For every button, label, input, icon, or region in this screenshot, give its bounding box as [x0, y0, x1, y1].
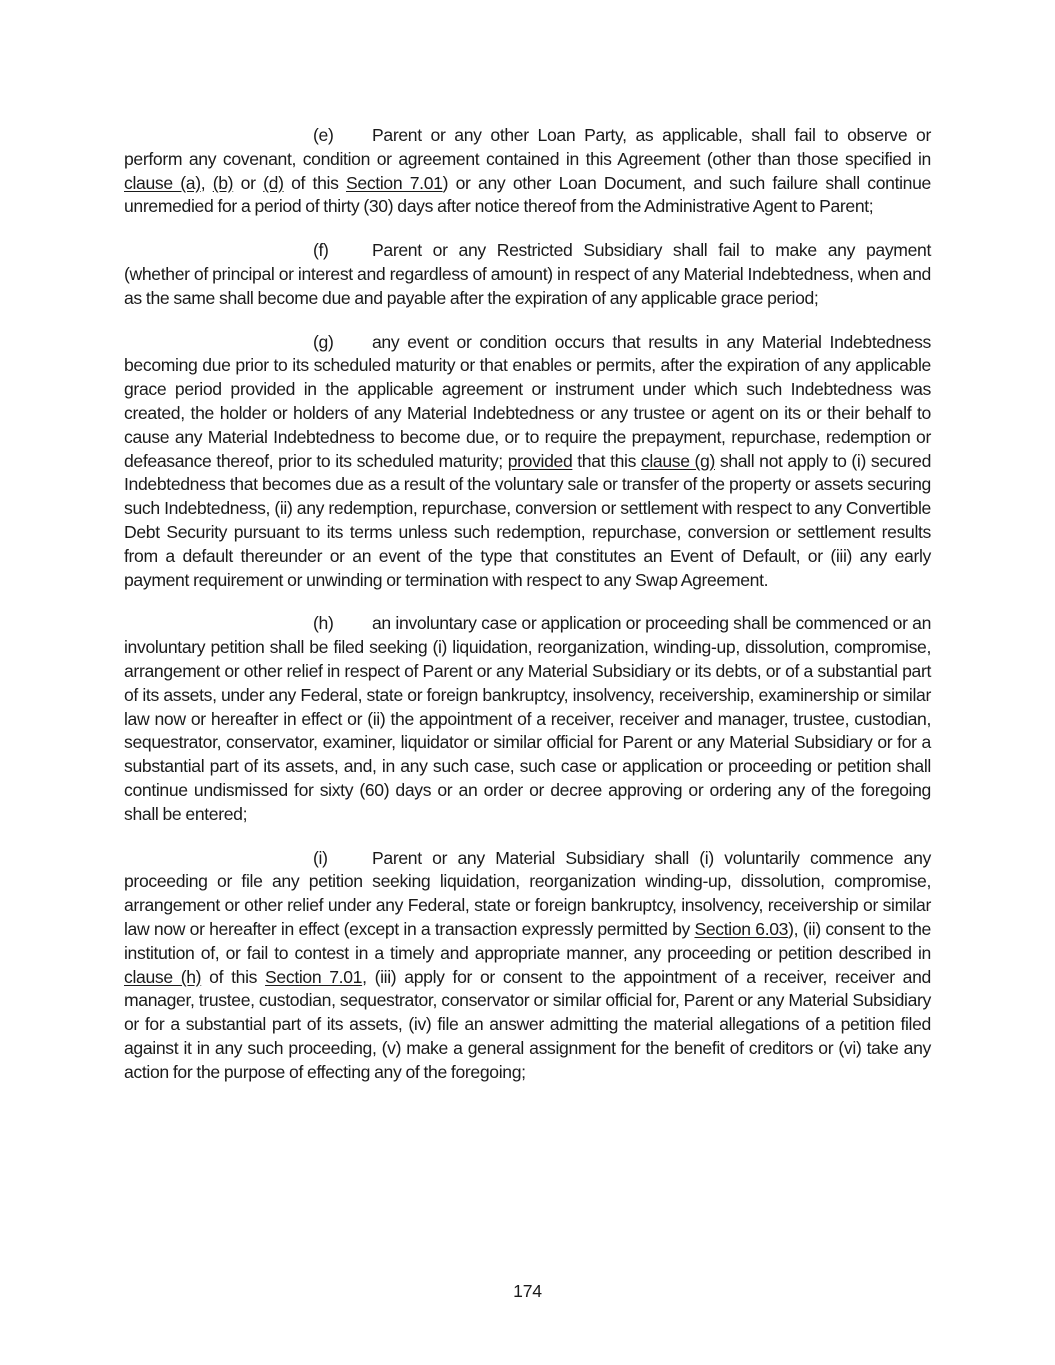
paragraph-label: (e): [313, 125, 334, 145]
provided-term: provided: [507, 450, 573, 471]
paragraph-text: Parent or any other Loan Party, as applicable, shall fail to observe or perform any covenant, condition or agreement contained in this Agreement (other than those specified in: [124, 125, 931, 169]
clause-h-reference: clause (h): [124, 966, 202, 987]
section-7-01-reference: Section 7.01: [265, 966, 363, 987]
paragraph-text: , (iii) apply for or consent to the appointment of a receiver, receiver and manager, trustee, custodian, sequestrator, conservator or similar official for, Parent or any Material Subsidiary or for a substantial part of its assets, (iv) file an answer admitting the material allegations of a petition filed against it in any such proceeding, (v) make a general assignment for the benefit of creditors or (vi) take any action for the purpose of effecting any of the foregoing;: [124, 966, 931, 1082]
paragraph-text: Parent or any Restricted Subsidiary shall fail to make any payment (whether of principal or interest and regardless of amount) in respect of any Material Indebtedness, when and as the same shall become due and payable after the expiration of any applicable grace period;: [124, 240, 931, 308]
paragraph-f: [124, 239, 931, 310]
paragraph-e: [124, 124, 931, 219]
paragraph-text: of this: [201, 966, 266, 987]
page-number: 174: [513, 1281, 542, 1301]
paragraph-text: of this: [283, 172, 347, 193]
paragraph-h: [124, 612, 931, 826]
paragraph-g: [124, 331, 931, 593]
section-6-03-reference: Section 6.03: [694, 918, 789, 939]
paragraph-text: any event or condition occurs that results in any Material Indebtedness becoming due prior to its scheduled maturity or that enables or permits, after the expiration of any applicable grace period provided in the applicable agreement or instrument under which such Indebtedness was created, the holder or holders of any Material Indebtedness or any trustee or agent on its or their behalf to cause any Material Indebtedness to become due, or to require the prepayment, repurchase, redemption or defeasance thereof, prior to its scheduled maturity;: [124, 331, 931, 471]
paragraph-text: ), (ii) consent to the institution of, or fail to contest in a timely and appropriate manner, any proceeding or petition described in: [124, 918, 931, 963]
paragraph-label: (i): [313, 847, 328, 868]
paragraph-text: that this: [572, 450, 641, 471]
paragraph-text: ,: [200, 172, 213, 193]
paragraph-label: (g): [313, 331, 334, 352]
paragraph-i: [124, 847, 931, 1085]
paragraph-label: (f): [313, 240, 329, 261]
paragraph-label: (h): [313, 613, 334, 634]
paragraph-text: shall not apply to (i) secured Indebtedness that becomes due as a result of the voluntary sale or transfer of the property or assets securing such Indebtedness, (ii) any redemption, repurchase, conversion or settlement with respect to any Convertible Debt Security pursuant to its terms unless such redemption, repurchase, conversion or settlement results from a default thereunder or an event of the type that constitutes an Event of Default, or (iii) any early payment requirement or unwinding or termination with respect to any Swap Agreement.: [124, 450, 932, 590]
clause-b-reference: (b): [212, 172, 234, 193]
clause-g-reference: clause (g): [640, 450, 715, 471]
section-7-01-reference: Section 7.01: [346, 172, 443, 193]
document-body: [124, 124, 931, 1104]
paragraph-text: Parent or any Material Subsidiary shall (i) voluntarily commence any proceeding or file any petition seeking liquidation, reorganization winding-up, dissolution, compromise, arrangement or other relief under any Federal, state or foreign bankruptcy, insolvency, receivership or similar law now or hereafter in effect (except in a transaction expressly permitted by: [124, 847, 931, 939]
clause-a-reference: clause (a): [124, 172, 201, 193]
paragraph-text: or: [233, 172, 264, 193]
paragraph-text: ) or any other Loan Document, and such failure shall continue unremedied for a period of thirty (30) days after notice thereof from the Administrative Agent to Parent;: [124, 172, 931, 217]
clause-d-reference: (d): [263, 172, 284, 193]
paragraph-text: an involuntary case or application or proceeding shall be commenced or an involuntary petition shall be filed seeking (i) liquidation, reorganization, winding-up, dissolution, compromise, arrangement or other relief in respect of Parent or any Material Subsidiary or its debts, or of a substantial part of its assets, under any Federal, state or foreign bankruptcy, insolvency, receivership, examinership or similar law now or hereafter in effect or (ii) the appointment of a receiver, receiver and manager, trustee, custodian, sequestrator, conservator, examiner, liquidator or similar official for Parent or any Material Subsidiary or for a substantial part of its assets, and, in any such case, such case or application or proceeding or petition shall continue undismissed for sixty (60) days or an order or decree approving or ordering any of the foregoing shall be entered;: [124, 613, 931, 824]
